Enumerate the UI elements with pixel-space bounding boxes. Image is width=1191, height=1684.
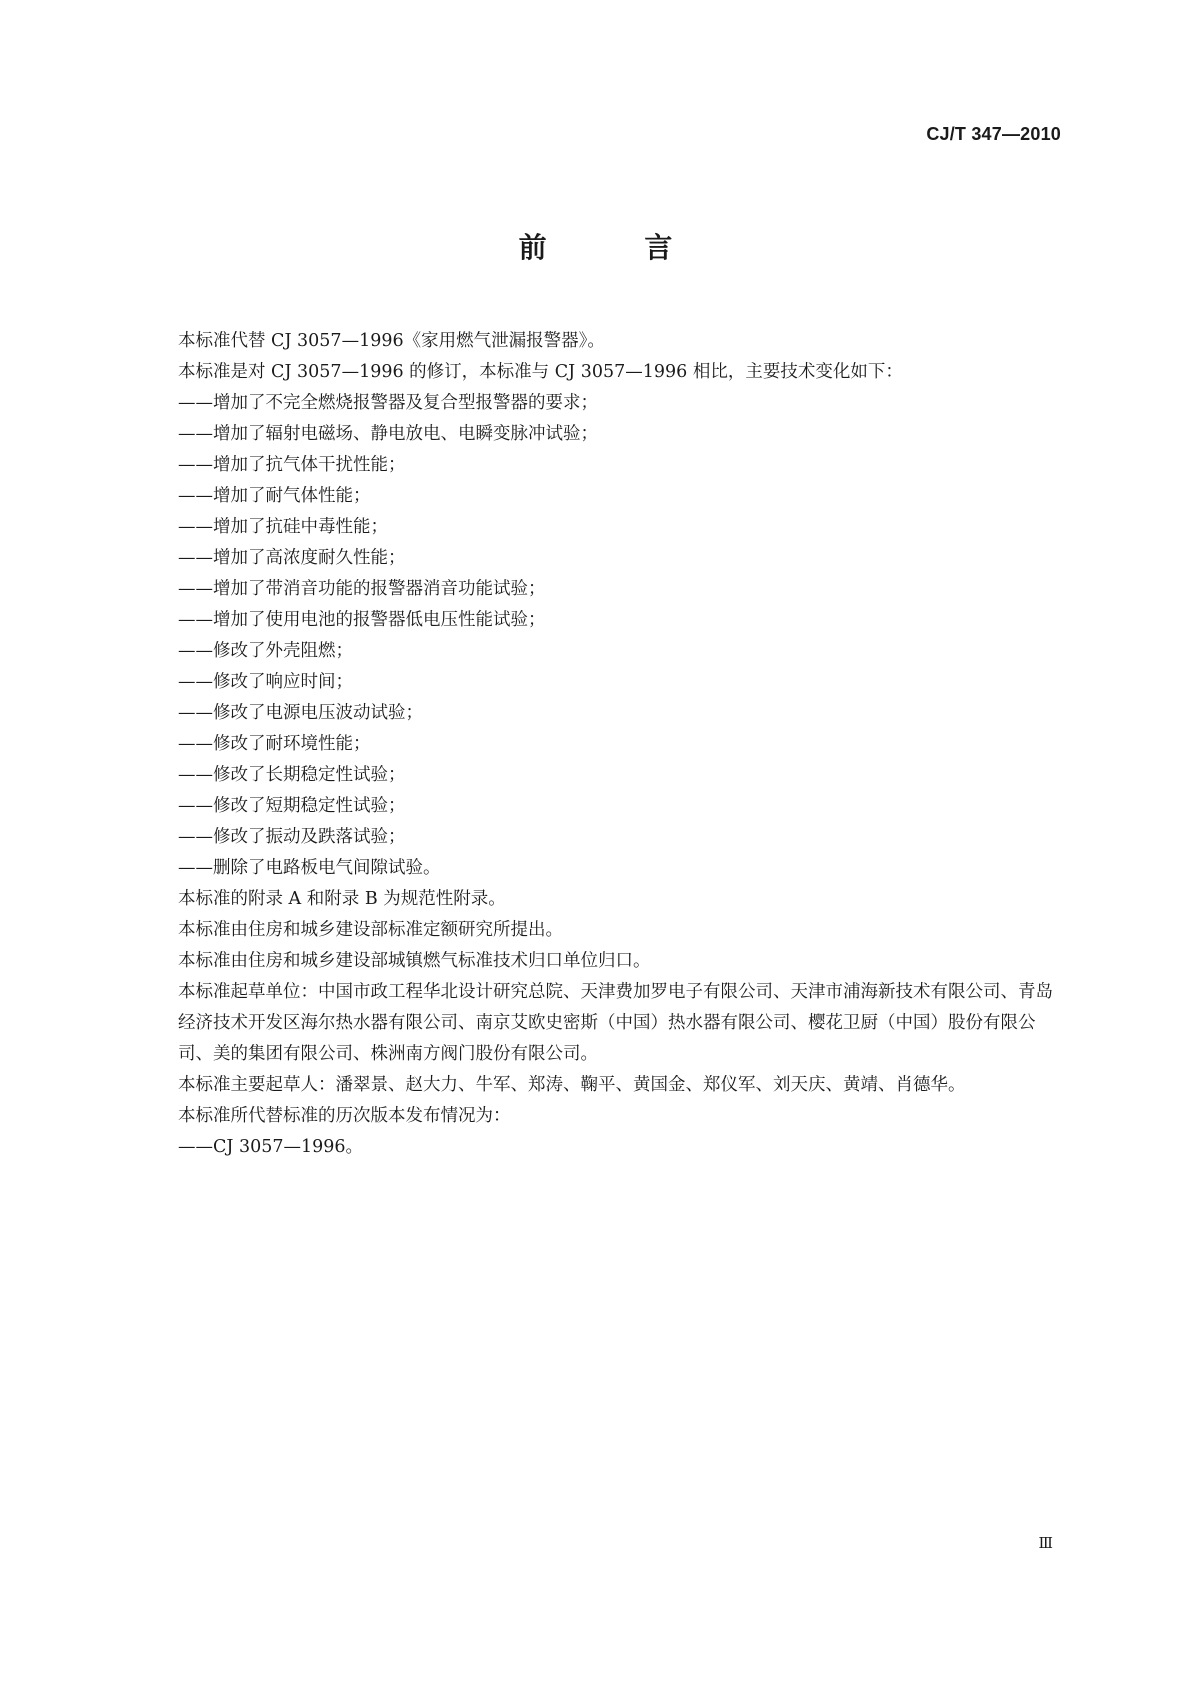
list-item: ——增加了辐射电磁场、静电放电、电瞬变脉冲试验； <box>178 424 598 444</box>
paragraph: 本标准的附录 A 和附录 B 为规范性附录。 <box>178 889 506 909</box>
page-number: Ⅲ <box>1038 1534 1053 1552</box>
list-item: ——修改了响应时间； <box>178 672 353 692</box>
paragraph: 本标准起草单位：中国市政工程华北设计研究总院、天津费加罗电子有限公司、天津市浦海新技术有限公司、青岛经济技术开发区海尔热水器有限公司、南京艾欧史密斯（中国）热水器有限公司、樱花卫厨（中国）股份有限公司、美的集团有限公司、株洲南方阀门股份有限公司。 <box>178 982 1053 1064</box>
page-title: 前 言 <box>518 231 717 264</box>
list-item: ——CJ 3057—1996。 <box>178 1137 364 1157</box>
paragraph: 本标准主要起草人：潘翠景、赵大力、牛军、郑涛、鞠平、黄国金、郑仪军、刘天庆、黄靖、肖德华。 <box>178 1075 966 1095</box>
list-item: ——修改了振动及跌落试验； <box>178 827 406 847</box>
list-item: ——修改了外壳阻燃； <box>178 641 353 661</box>
list-item: ——删除了电路板电气间隙试验。 <box>178 858 441 878</box>
list-item: ——增加了高浓度耐久性能； <box>178 548 406 568</box>
list-item: ——增加了不完全燃烧报警器及复合型报警器的要求； <box>178 393 598 413</box>
list-item: ——修改了电源电压波动试验； <box>178 703 423 723</box>
list-item: ——增加了抗硅中毒性能； <box>178 517 388 537</box>
paragraph: 本标准由住房和城乡建设部标准定额研究所提出。 <box>178 920 563 940</box>
paragraph: 本标准由住房和城乡建设部城镇燃气标准技术归口单位归口。 <box>178 951 651 971</box>
list-item: ——修改了长期稳定性试验； <box>178 765 406 785</box>
list-item: ——增加了使用电池的报警器低电压性能试验； <box>178 610 546 630</box>
list-item: ——增加了耐气体性能； <box>178 486 371 506</box>
standard-code: CJ/T 347—2010 <box>926 124 1061 144</box>
list-item: ——增加了带消音功能的报警器消音功能试验； <box>178 579 546 599</box>
list-item: ——修改了短期稳定性试验； <box>178 796 406 816</box>
paragraph: 本标准是对 CJ 3057—1996 的修订，本标准与 CJ 3057—1996 相比，主要技术变化如下： <box>178 362 903 382</box>
list-item: ——增加了抗气体干扰性能； <box>178 455 406 475</box>
paragraph: 本标准所代替标准的历次版本发布情况为： <box>178 1106 511 1126</box>
list-item: ——修改了耐环境性能； <box>178 734 371 754</box>
paragraph: 本标准代替 CJ 3057—1996《家用燃气泄漏报警器》。 <box>178 331 605 351</box>
foreword-body <box>178 326 1058 1163</box>
